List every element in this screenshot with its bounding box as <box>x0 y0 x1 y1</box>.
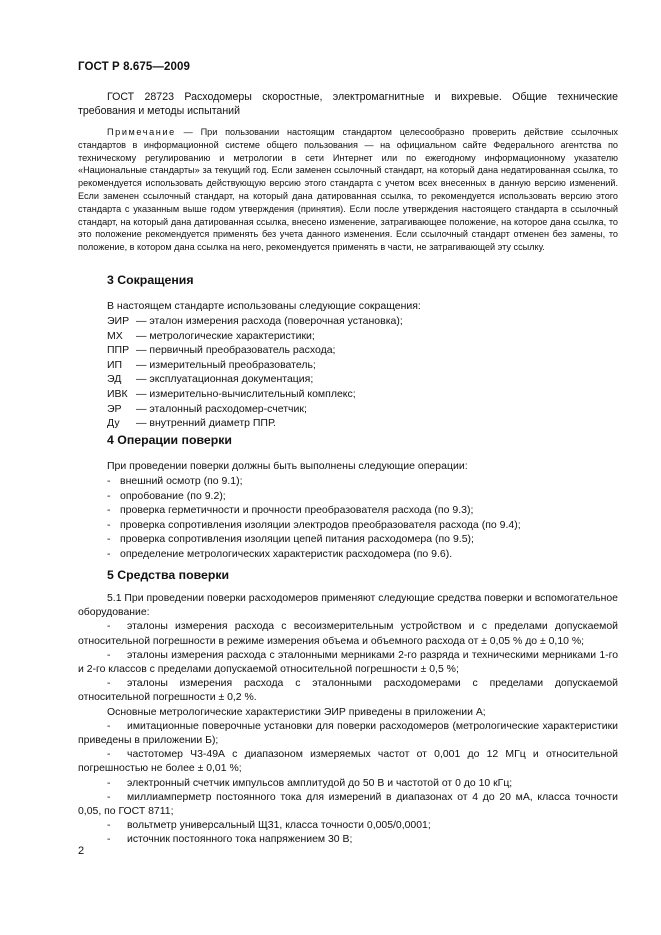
abbreviation-item <box>78 402 618 417</box>
abbreviation-item <box>78 329 618 344</box>
section-heading: 3 Сокращения <box>107 273 194 287</box>
abbreviation-text: — внутренний диаметр ППР. <box>136 417 276 430</box>
abbreviation-text: — измерительно-вычислительный комплекс; <box>136 387 356 400</box>
abbreviation-text: — метрологические характеристики; <box>136 329 315 342</box>
list-item: - частотомер Ч3-49А с диапазоном измеряемых частот от 0,001 до 12 МГц и относительной погрешностью не более ± 0,01 %; <box>78 749 618 775</box>
list-item: - определение метрологических характеристик расходомера (по 9.6). <box>107 547 453 560</box>
list-item: - эталоны измерения расхода с эталонными расходомерами с пределами допускаемой относительной погрешности ± 0,2 %. <box>78 678 618 704</box>
list-item: - электронный счетчик импульсов амплитудой до 50 В и частотой от 0 до 10 кГц; <box>107 777 513 789</box>
list-item: - миллиамперметр постоянного тока для измерений в диапазонах от 4 до 20 мА, класса точности 0,05, по ГОСТ 8711; <box>78 791 618 818</box>
abbreviation-code: ЭИР <box>107 315 130 327</box>
note-paragraph <box>78 126 618 254</box>
abbreviation-item <box>78 372 618 387</box>
section-heading: 4 Операции поверки <box>107 433 232 447</box>
paragraph: Основные метрологические характеристики ЭИР приведены в приложении А; <box>107 706 486 718</box>
abbreviation-code: ИВК <box>107 387 128 400</box>
note-label: Примечание <box>107 127 176 137</box>
abbreviation-code: ЭР <box>107 402 122 415</box>
normative-reference: ГОСТ 28723 Расходомеры скоростные, электромагнитные и вихревые. Общие технические требования и методы испытаний <box>78 91 618 117</box>
abbreviation-code: МХ <box>107 329 123 342</box>
list-item: - проверка сопротивления изоляции электродов преобразователя расхода (по 9.4); <box>107 518 521 531</box>
abbreviation-text: — эталон измерения расхода (поверочная установка); <box>136 315 403 327</box>
abbreviation-text: — первичный преобразователь расхода; <box>136 344 336 357</box>
list-item: - проверка сопротивления изоляции цепей питания расходомера (по 9.5); <box>107 533 474 545</box>
section-intro: В настоящем стандарте использованы следующие сокращения: <box>107 300 421 312</box>
note-text: При пользовании настоящим стандартом целесообразно проверить действие ссылочных стандартов в информационной системе общего пользования — на официальном сайте Федерального агентства по техническому регулированию и метрологии в сети Интернет или по ежегодному информационному указателю «Национальные стандарты» за текущий год. Если заменен ссылочный стандарт, на который дана недатированная ссылка, то рекомендуется использовать действующую версию этого стандарта с учетом всех внесенных в данную версию изменений. Если заменен ссылочный стандарт, на который дана датированная ссылка, то рекомендуется использовать версию этого стандарта с указанным выше годом утверждения (принятия). Если после утверждения настоящего стандарта в ссылочный стандарт, на который дана датированная ссылка, внесено изменение, затрагивающее положение, на которое дана ссылка, то это положение рекомендуется применять без учета данного изменения. Если ссылочный стандарт отменен без замены, то положение, в котором дана ссылка на него, рекомендуется применять в части, не затрагивающей эту ссылку. <box>78 127 618 253</box>
section-heading: 5 Средства поверки <box>107 568 230 582</box>
abbreviation-item <box>78 314 618 329</box>
list-item: - эталоны измерения расхода с эталонными мерниками 2-го разряда и техническими мерниками 1-го и 2-го классов с пределами допускаемой относительной погрешности ± 0,5 %; <box>78 649 618 676</box>
abbreviation-code: ИП <box>107 358 123 371</box>
list-item: - вольтметр универсальный Щ31, класса точности 0,005/0,0001; <box>107 820 431 832</box>
abbreviation-code: ЭД <box>107 373 122 386</box>
note-dash: — <box>175 127 201 137</box>
list-item: - источник постоянного тока напряжением 30 В; <box>107 834 353 846</box>
abbreviation-item <box>78 343 618 358</box>
abbreviation-text: — измерительный преобразователь; <box>136 358 316 371</box>
section-intro: При проведении поверки должны быть выполнены следующие операции: <box>107 460 468 472</box>
abbreviation-item <box>78 387 618 402</box>
abbreviation-item <box>78 416 618 431</box>
section-verification-means <box>78 568 618 848</box>
list-item: - эталоны измерения расхода с весоизмерительным устройством и с пределами допускаемой относительной погрешности в режиме измерения объема и объемного расхода от ± 0,05 % до ± 0,10 %; <box>78 621 618 647</box>
document-header: ГОСТ Р 8.675—2009 <box>78 61 190 73</box>
section-intro: 5.1 При проведении поверки расходомеров применяют следующие средства поверки и вспомогательное оборудование: <box>78 593 618 619</box>
section-verification-operations <box>78 433 618 561</box>
abbreviation-text: — эталонный расходомер-счетчик; <box>136 402 307 415</box>
page-number: 2 <box>78 845 85 857</box>
list-item: - проверка герметичности и прочности преобразователя расхода (по 9.3); <box>107 504 474 516</box>
abbreviation-item <box>78 358 618 373</box>
section-abbreviations <box>78 273 618 431</box>
abbreviation-code: Ду <box>107 417 120 430</box>
list-item: - внешний осмотр (по 9.1); <box>107 475 243 487</box>
operations-list <box>78 474 618 561</box>
abbreviation-text: — эксплуатационная документация; <box>136 373 314 386</box>
list-item: - имитационные поверочные установки для поверки расходомеров (метрологические характеристики приведены в приложении Б); <box>78 720 618 747</box>
abbreviation-code: ППР <box>107 344 130 357</box>
abbreviation-list <box>78 314 618 431</box>
list-item: - опробование (по 9.2); <box>107 489 226 502</box>
